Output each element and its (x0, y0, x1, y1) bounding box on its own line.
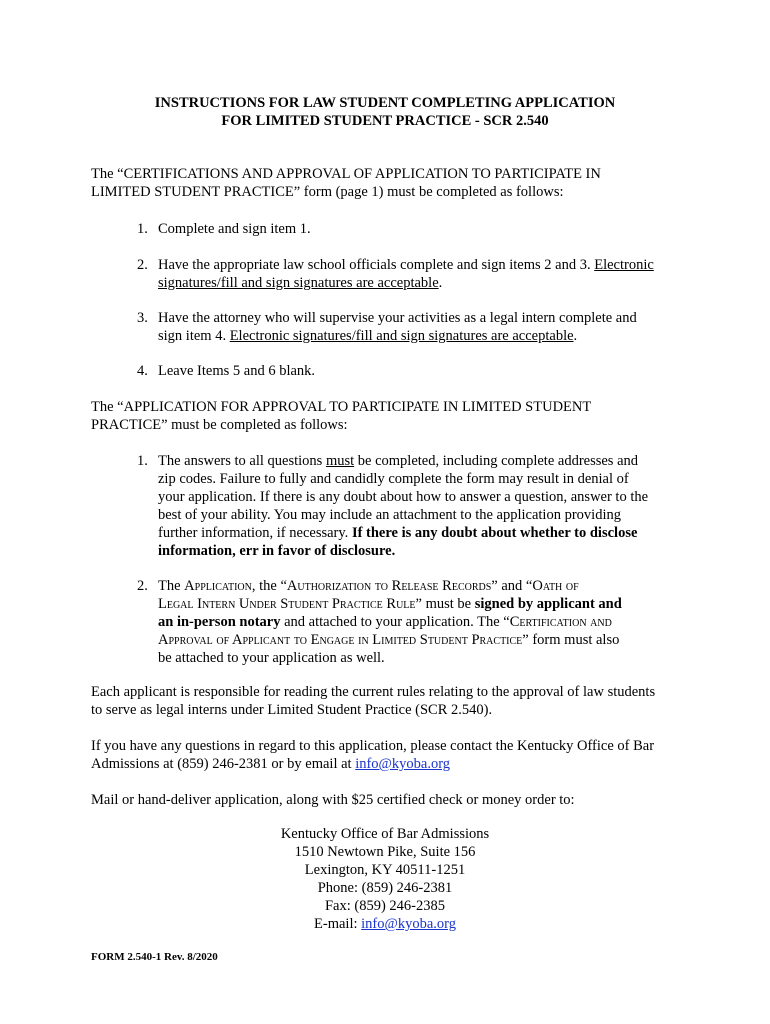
title-line-1: INSTRUCTIONS FOR LAW STUDENT COMPLETING APPLICATION (154, 95, 616, 111)
certifications-item-4: 4. Leave Items 5 and 6 blank. (137, 363, 316, 379)
application-item-2: 2. The Application, the “Authorization to Release Records” and “Oath of Legal Intern Under Student Practice Rule” must be signed by applicant and an in-person notary and attached to your application. The “Certification and Approval of Applicant to Engage in Limited Student Practice” form must also be attached to your application as well. (137, 578, 622, 666)
address-email-link[interactable]: info@kyoba.org (361, 916, 456, 932)
certifications-item-2: 2. Have the appropriate law school officials complete and sign items 2 and 3. Electronic signatures/fill and sign signatures are acceptable. (137, 257, 654, 291)
title-line-2: FOR LIMITED STUDENT PRACTICE - SCR 2.540 (221, 113, 549, 129)
address-phone: Phone: (859) 246-2381 (317, 880, 453, 896)
form-id-footer: FORM 2.540-1 Rev. 8/2020 (91, 951, 218, 963)
certifications-item-3: 3. Have the attorney who will supervise your activities as a legal intern complete and sign item 4. Electronic signatures/fill and sign signatures are acceptable. (137, 310, 637, 344)
mailing-address (0, 825, 770, 933)
application-item-1: 1. The answers to all questions must be completed, including complete addresses and zip codes. Failure to fully and candidly complete the form may result in denial of your application. If there is any doubt about how to answer a question, answer to the best of your ability. You may include an attachment to the application providing further information, if necessary. If there is any doubt about whether to disclose information, err in favor of disclosure. (137, 453, 649, 559)
mail-instructions: Mail or hand-deliver application, along with $25 certified check or money order to: (91, 792, 575, 808)
document-title (0, 94, 770, 130)
responsibility-paragraph: Each applicant is responsible for reading the current rules relating to the approval of law students to serve as legal interns under Limited Student Practice (SCR 2.540). (91, 684, 656, 718)
address-fax: Fax: (859) 246-2385 (324, 898, 445, 914)
contact-email-link[interactable]: info@kyoba.org (355, 756, 451, 772)
certifications-intro: The “CERTIFICATIONS AND APPROVAL OF APPLICATION TO PARTICIPATE IN LIMITED STUDENT PRACTICE” form (page 1) must be completed as follows: (91, 166, 601, 200)
certifications-item-1: 1. Complete and sign item 1. (137, 221, 311, 237)
address-email: E-mail: info@kyoba.org (314, 916, 456, 932)
application-intro: The “APPLICATION FOR APPROVAL TO PARTICIPATE IN LIMITED STUDENT PRACTICE” must be completed as follows: (91, 399, 592, 433)
address-city: Lexington, KY 40511-1251 (304, 862, 466, 878)
contact-paragraph: If you have any questions in regard to this application, please contact the Kentucky Office of Bar Admissions at (859) 246-2381 or by email at info@kyoba.org (91, 738, 655, 772)
address-street: 1510 Newtown Pike, Suite 156 (294, 844, 476, 860)
address-name: Kentucky Office of Bar Admissions (280, 826, 490, 842)
